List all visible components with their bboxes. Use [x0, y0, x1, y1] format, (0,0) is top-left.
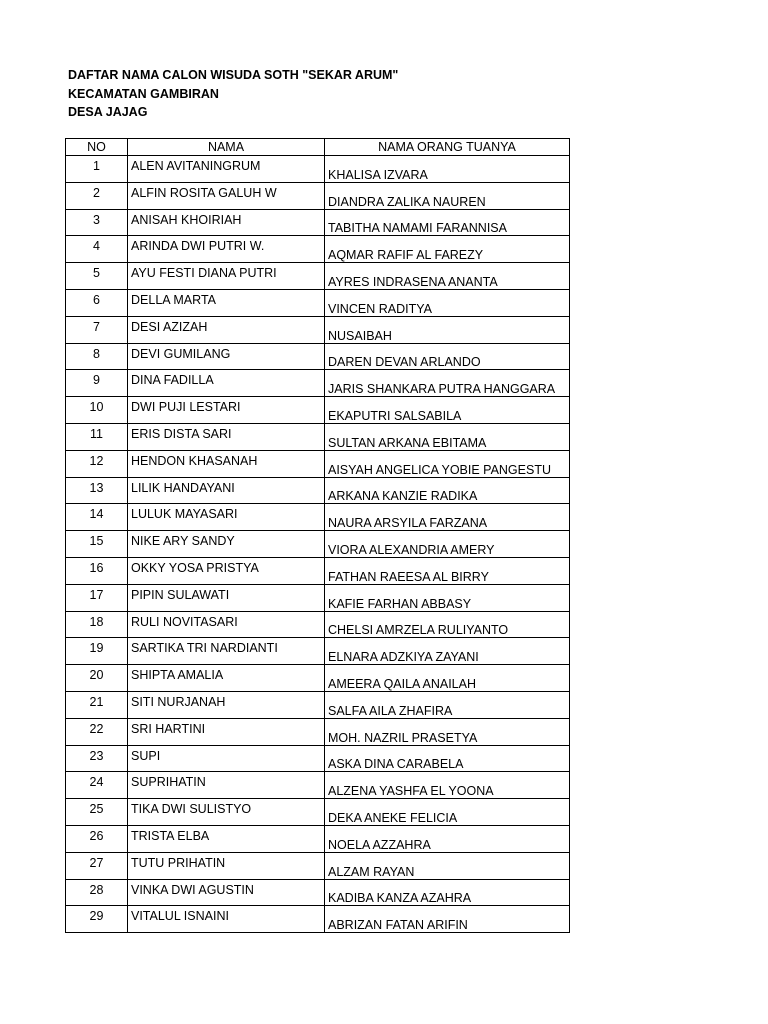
- table-row: [66, 665, 570, 692]
- row-number-cell: 3: [66, 209, 128, 236]
- parent-name-cell: SULTAN ARKANA EBITAMA: [325, 423, 570, 450]
- parent-name-cell: NAURA ARSYILA FARZANA: [325, 504, 570, 531]
- table-row: [66, 504, 570, 531]
- parent-name-cell: ALZAM RAYAN: [325, 852, 570, 879]
- parent-name-cell: AISYAH ANGELICA YOBIE PANGESTU: [325, 450, 570, 477]
- student-name-cell: DEVI GUMILANG: [128, 343, 325, 370]
- row-number-cell: 11: [66, 423, 128, 450]
- student-name-cell: LULUK MAYASARI: [128, 504, 325, 531]
- row-number-cell: 22: [66, 718, 128, 745]
- student-name-cell: PIPIN SULAWATI: [128, 584, 325, 611]
- table-row: [66, 879, 570, 906]
- parent-name-cell: DEKA ANEKE FELICIA: [325, 799, 570, 826]
- table-row: [66, 209, 570, 236]
- student-name-cell: DESI AZIZAH: [128, 316, 325, 343]
- row-number-cell: 13: [66, 477, 128, 504]
- table-row: [66, 156, 570, 183]
- row-number-cell: 20: [66, 665, 128, 692]
- parent-name-cell: DAREN DEVAN ARLANDO: [325, 343, 570, 370]
- row-number-cell: 17: [66, 584, 128, 611]
- row-number-cell: 7: [66, 316, 128, 343]
- parent-name-cell: MOH. NAZRIL PRASETYA: [325, 718, 570, 745]
- parent-name-cell: SALFA AILA ZHAFIRA: [325, 691, 570, 718]
- parent-name-cell: AYRES INDRASENA ANANTA: [325, 263, 570, 290]
- parent-name-cell: ABRIZAN FATAN ARIFIN: [325, 906, 570, 933]
- row-number-cell: 10: [66, 397, 128, 424]
- table-row: [66, 584, 570, 611]
- student-name-cell: VITALUL ISNAINI: [128, 906, 325, 933]
- parent-name-cell: ELNARA ADZKIYA ZAYANI: [325, 638, 570, 665]
- table-row: [66, 316, 570, 343]
- column-header-nama-orang-tua: NAMA ORANG TUANYA: [325, 139, 570, 156]
- student-name-cell: SUPRIHATIN: [128, 772, 325, 799]
- table-header-row: [66, 139, 570, 156]
- row-number-cell: 16: [66, 557, 128, 584]
- row-number-cell: 24: [66, 772, 128, 799]
- table-row: [66, 638, 570, 665]
- table-row: [66, 477, 570, 504]
- table-row: [66, 343, 570, 370]
- table-row: [66, 289, 570, 316]
- table-row: [66, 397, 570, 424]
- table-row: [66, 691, 570, 718]
- row-number-cell: 6: [66, 289, 128, 316]
- table-row: [66, 182, 570, 209]
- student-name-cell: TUTU PRIHATIN: [128, 852, 325, 879]
- student-name-cell: ERIS DISTA SARI: [128, 423, 325, 450]
- student-name-cell: OKKY YOSA PRISTYA: [128, 557, 325, 584]
- table-row: [66, 745, 570, 772]
- parent-name-cell: VIORA ALEXANDRIA AMERY: [325, 531, 570, 558]
- table-row: [66, 370, 570, 397]
- row-number-cell: 25: [66, 799, 128, 826]
- parent-name-cell: FATHAN RAEESA AL BIRRY: [325, 557, 570, 584]
- row-number-cell: 26: [66, 825, 128, 852]
- parent-name-cell: DIANDRA ZALIKA NAUREN: [325, 182, 570, 209]
- row-number-cell: 2: [66, 182, 128, 209]
- student-name-cell: VINKA DWI AGUSTIN: [128, 879, 325, 906]
- graduate-candidates-table: [65, 138, 570, 933]
- parent-name-cell: EKAPUTRI SALSABILA: [325, 397, 570, 424]
- parent-name-cell: AMEERA QAILA ANAILAH: [325, 665, 570, 692]
- student-name-cell: LILIK HANDAYANI: [128, 477, 325, 504]
- table-row: [66, 772, 570, 799]
- district-line: KECAMATAN GAMBIRAN: [68, 86, 219, 101]
- row-number-cell: 9: [66, 370, 128, 397]
- document-header: [68, 66, 398, 122]
- parent-name-cell: AQMAR RAFIF AL FAREZY: [325, 236, 570, 263]
- row-number-cell: 15: [66, 531, 128, 558]
- parent-name-cell: NOELA AZZAHRA: [325, 825, 570, 852]
- row-number-cell: 19: [66, 638, 128, 665]
- student-name-cell: ALFIN ROSITA GALUH W: [128, 182, 325, 209]
- student-name-cell: ANISAH KHOIRIAH: [128, 209, 325, 236]
- parent-name-cell: KHALISA IZVARA: [325, 156, 570, 183]
- row-number-cell: 1: [66, 156, 128, 183]
- row-number-cell: 14: [66, 504, 128, 531]
- parent-name-cell: ASKA DINA CARABELA: [325, 745, 570, 772]
- table-row: [66, 423, 570, 450]
- document-title: DAFTAR NAMA CALON WISUDA SOTH "SEKAR ARUM": [68, 68, 399, 82]
- parent-name-cell: JARIS SHANKARA PUTRA HANGGARA: [325, 370, 570, 397]
- student-name-cell: ALEN AVITANINGRUM: [128, 156, 325, 183]
- table-row: [66, 450, 570, 477]
- row-number-cell: 18: [66, 611, 128, 638]
- row-number-cell: 29: [66, 906, 128, 933]
- student-name-cell: DWI PUJI LESTARI: [128, 397, 325, 424]
- parent-name-cell: ALZENA YASHFA EL YOONA: [325, 772, 570, 799]
- student-name-cell: SRI HARTINI: [128, 718, 325, 745]
- table-row: [66, 263, 570, 290]
- parent-name-cell: KAFIE FARHAN ABBASY: [325, 584, 570, 611]
- column-header-no: NO: [66, 139, 128, 156]
- parent-name-cell: NUSAIBAH: [325, 316, 570, 343]
- table-row: [66, 799, 570, 826]
- row-number-cell: 27: [66, 852, 128, 879]
- row-number-cell: 23: [66, 745, 128, 772]
- student-name-cell: TRISTA ELBA: [128, 825, 325, 852]
- row-number-cell: 21: [66, 691, 128, 718]
- student-name-cell: AYU FESTI DIANA PUTRI: [128, 263, 325, 290]
- row-number-cell: 12: [66, 450, 128, 477]
- student-name-cell: SITI NURJANAH: [128, 691, 325, 718]
- row-number-cell: 8: [66, 343, 128, 370]
- parent-name-cell: CHELSI AMRZELA RULIYANTO: [325, 611, 570, 638]
- parent-name-cell: VINCEN RADITYA: [325, 289, 570, 316]
- column-header-nama: NAMA: [128, 139, 325, 156]
- row-number-cell: 5: [66, 263, 128, 290]
- table-row: [66, 236, 570, 263]
- student-name-cell: HENDON KHASANAH: [128, 450, 325, 477]
- parent-name-cell: ARKANA KANZIE RADIKA: [325, 477, 570, 504]
- table-row: [66, 852, 570, 879]
- student-name-cell: DINA FADILLA: [128, 370, 325, 397]
- student-name-cell: SARTIKA TRI NARDIANTI: [128, 638, 325, 665]
- row-number-cell: 28: [66, 879, 128, 906]
- table-row: [66, 531, 570, 558]
- student-name-cell: SHIPTA AMALIA: [128, 665, 325, 692]
- table-row: [66, 906, 570, 933]
- village-line: DESA JAJAG: [68, 105, 148, 119]
- student-name-cell: ARINDA DWI PUTRI W.: [128, 236, 325, 263]
- row-number-cell: 4: [66, 236, 128, 263]
- student-name-cell: SUPI: [128, 745, 325, 772]
- table-row: [66, 825, 570, 852]
- student-name-cell: RULI NOVITASARI: [128, 611, 325, 638]
- student-name-cell: DELLA MARTA: [128, 289, 325, 316]
- table-row: [66, 718, 570, 745]
- student-name-cell: TIKA DWI SULISTYO: [128, 799, 325, 826]
- table-row: [66, 557, 570, 584]
- parent-name-cell: TABITHA NAMAMI FARANNISA: [325, 209, 570, 236]
- table-row: [66, 611, 570, 638]
- student-name-cell: NIKE ARY SANDY: [128, 531, 325, 558]
- parent-name-cell: KADIBA KANZA AZAHRA: [325, 879, 570, 906]
